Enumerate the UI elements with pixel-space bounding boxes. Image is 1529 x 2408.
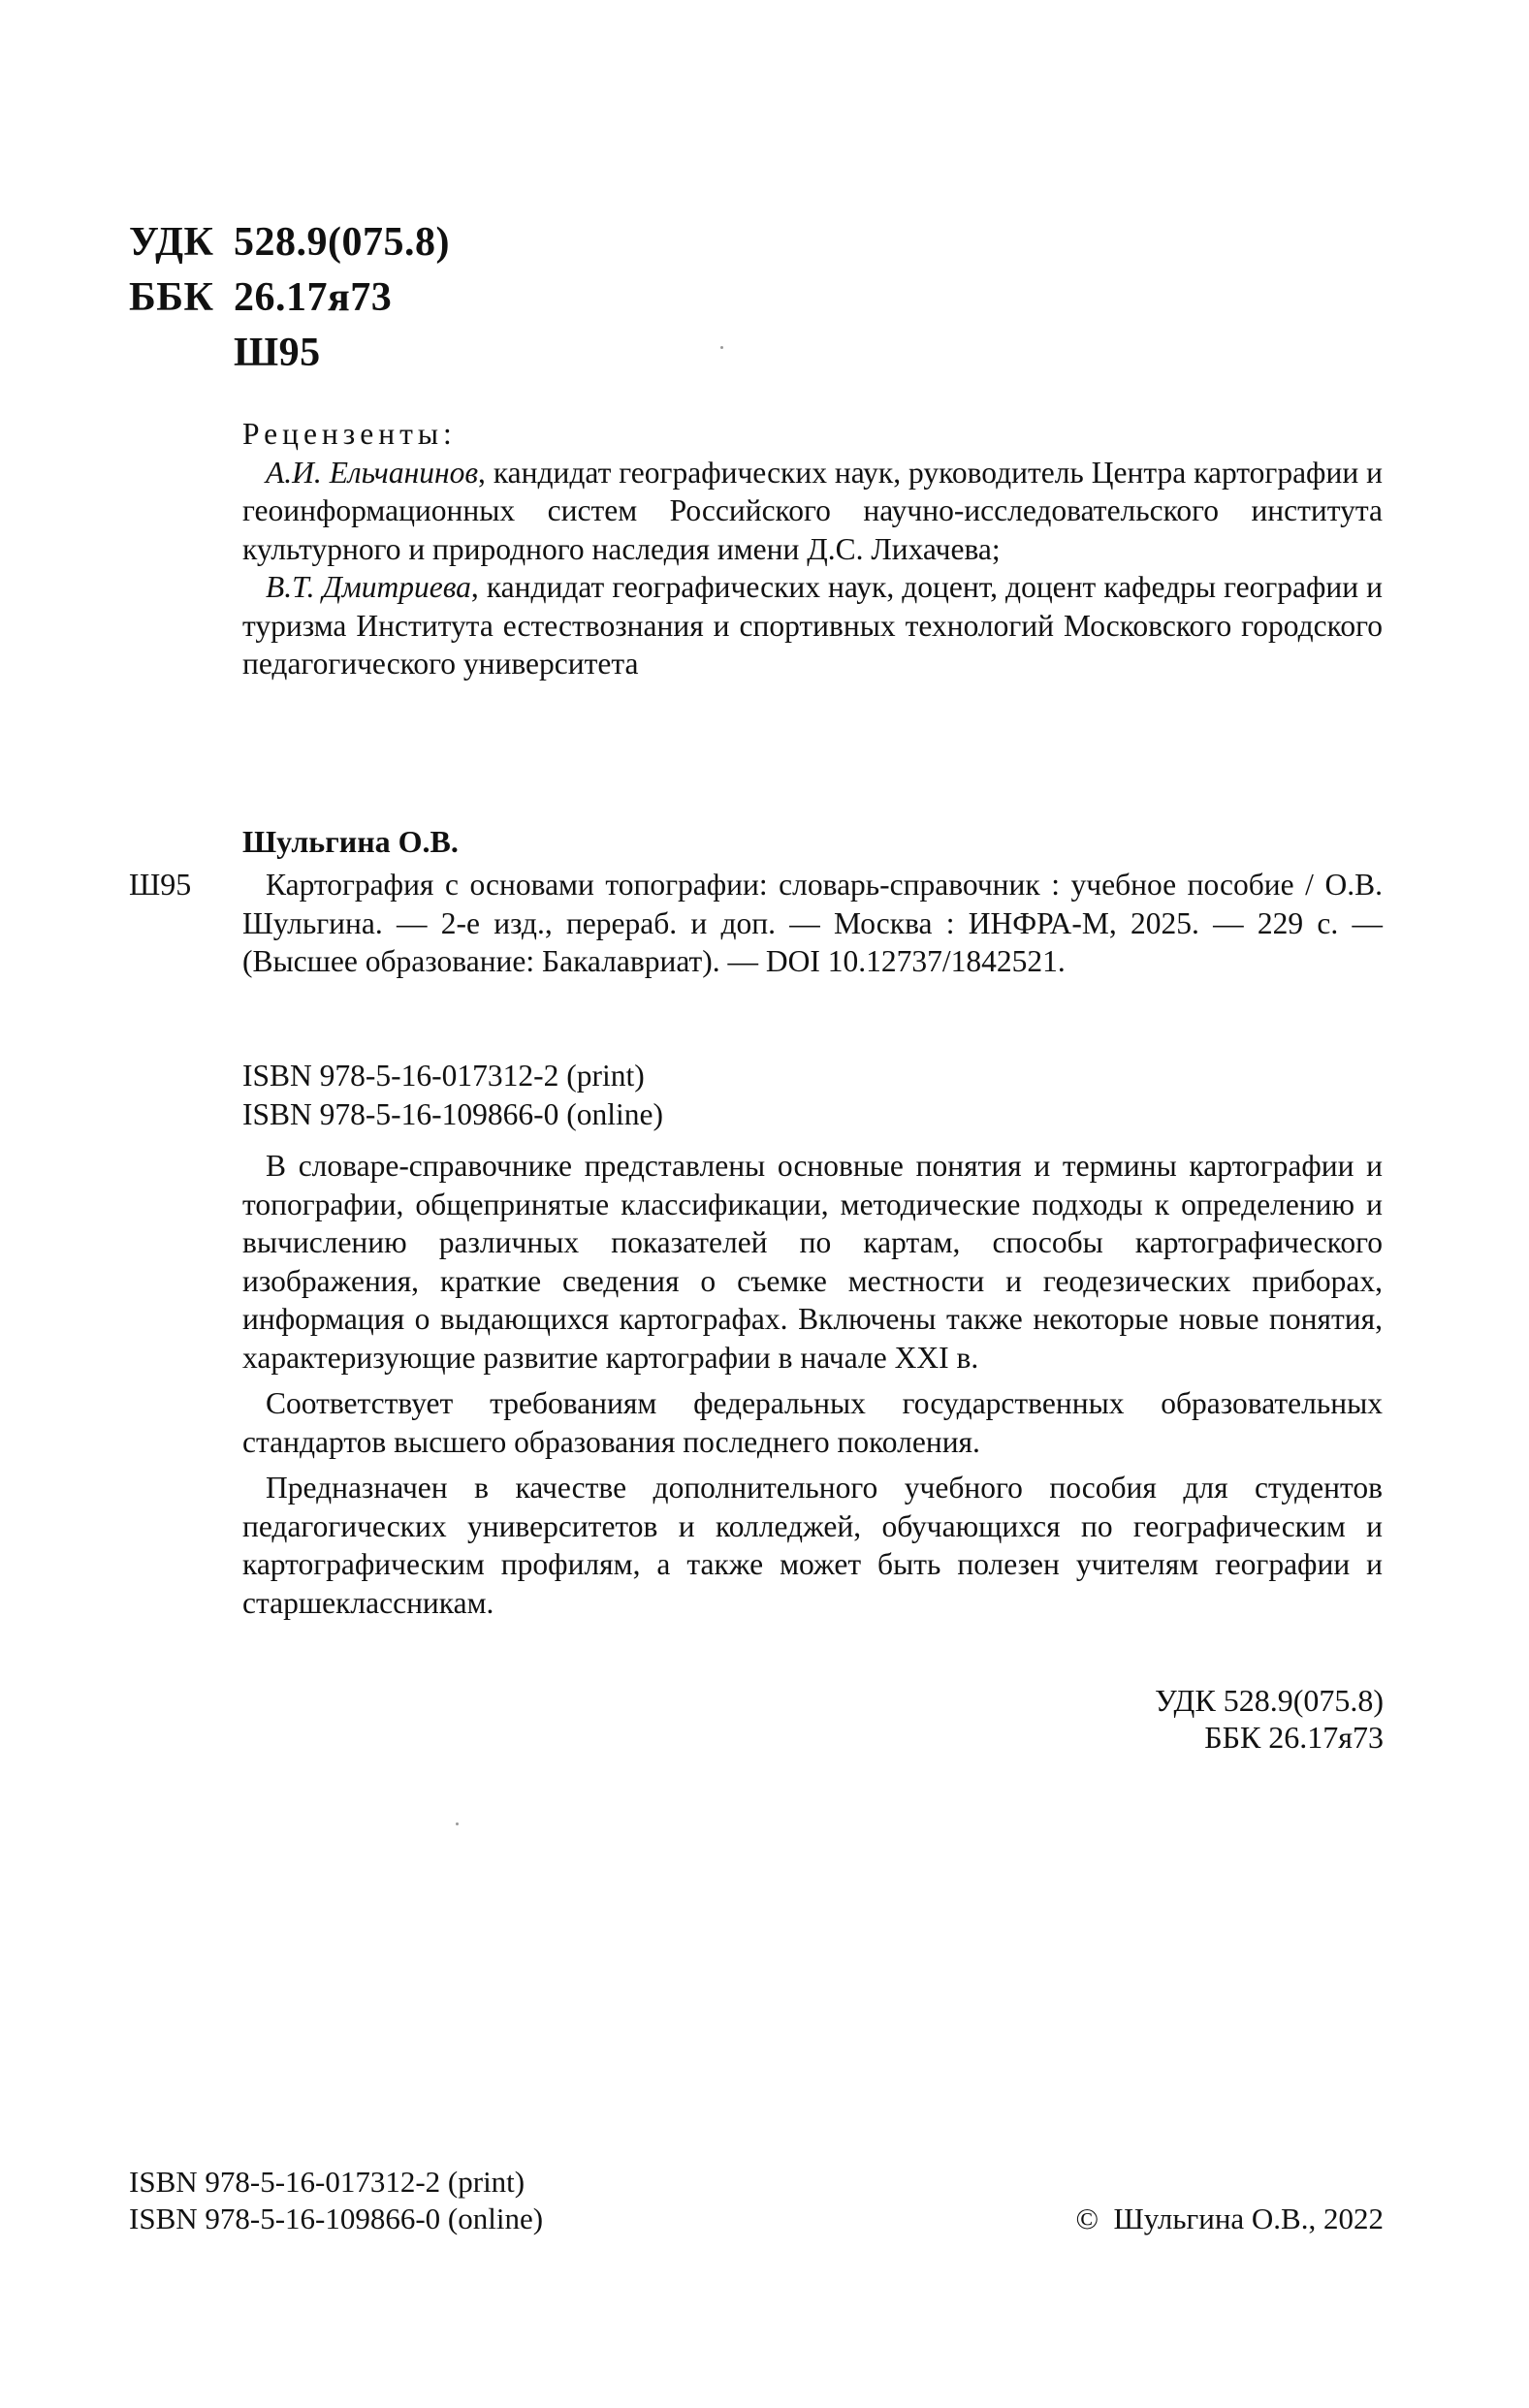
reviewer-2 (242, 568, 1383, 683)
footer-isbn-print: ISBN 978-5-16-017312-2 (print) (129, 2165, 526, 2199)
classification-codes (129, 215, 450, 381)
scan-speck (720, 346, 723, 349)
annotation-paragraph-1: В словаре-справочнике представлены основные понятия и термины картографии и топографии, общепринятые классификации, методические подходы к определению и вычислению различных показателей по картам, способы картографического изображения, краткие сведения о съемке местности и геодезических приборах, информация о выдающихся картографах. Включены также некоторые новые понятия, характеризующие развитие картографии в начале XXI в. (242, 1149, 1383, 1375)
reviewer-1 (242, 454, 1383, 569)
bbk-label: ББК (129, 275, 214, 320)
footer-isbn-online: ISBN 978-5-16-109866-0 (online) (129, 2202, 544, 2235)
udk-label: УДК (129, 220, 214, 265)
copyright-icon: © (1075, 2202, 1099, 2235)
annotation-paragraph-2: Соответствует требованиям федеральных государственных образовательных стандартов высшего образования последнего поколения. (242, 1386, 1383, 1459)
annotation (242, 1147, 1383, 1630)
reviewer-1-description: , кандидат географических наук, руководитель Центра картографии и геоинформационных систем Российского научно-исследовательского института культурного и природного наследия имени Д.С. Лихачева; (242, 455, 1383, 566)
catalog-isbn-online: ISBN 978-5-16-109866-0 (online) (242, 1096, 663, 1131)
catalog-bbk: ББК 26.17я73 (1204, 1720, 1384, 1755)
udk-value: 528.9(075.8) (234, 220, 450, 265)
reviewer-2-name: В.Т. Дмитриева (266, 570, 471, 604)
annotation-paragraph-3: Предназначен в качестве дополнительного учебного пособия для студентов педагогических университетов и колледжей, обучающихся по географическим и картографическим профилям, а также может быть полезен учителям географии и старшеклассникам. (242, 1471, 1383, 1620)
bbk-value: 26.17я73 (234, 275, 393, 320)
reviewer-2-description: , кандидат географических наук, доцент, доцент кафедры географии и туризма Института естествознания и спортивных технологий Московского городского педагогического университета (242, 570, 1383, 681)
footer-isbn-list (129, 2164, 543, 2237)
bibliographic-text: Картография с основами топографии: словарь-справочник : учебное пособие / О.В. Шульгина. — 2-е изд., перераб. и доп. — Москва : ИНФРА-М, 2025. — 229 с. — (Высшее образование: Бакалавриат). — DOI 10.12737/1842521. (242, 868, 1383, 978)
copyright-text: Шульгина О.В., 2022 (1113, 2202, 1384, 2235)
copyright-notice (873, 2201, 1384, 2237)
catalog-udk: УДК 528.9(075.8) (1155, 1683, 1384, 1718)
catalog-isbn-list (242, 1057, 663, 1133)
bbk-code-row (129, 270, 450, 326)
bibliographic-description (242, 866, 1383, 981)
catalog-codes (970, 1682, 1384, 1756)
reviewers-heading: Рецензенты: (242, 417, 457, 451)
scan-speck (456, 1822, 459, 1825)
udk-code-row (129, 215, 450, 270)
author-mark: Ш95 (234, 331, 321, 375)
reviewer-1-name: А.И. Ельчанинов (266, 455, 479, 490)
catalog-isbn-print: ISBN 978-5-16-017312-2 (print) (242, 1059, 645, 1093)
reviewers-section (242, 415, 1383, 683)
catalog-author: Шульгина О.В. (242, 824, 459, 859)
catalog-author-mark: Ш95 (129, 867, 192, 902)
